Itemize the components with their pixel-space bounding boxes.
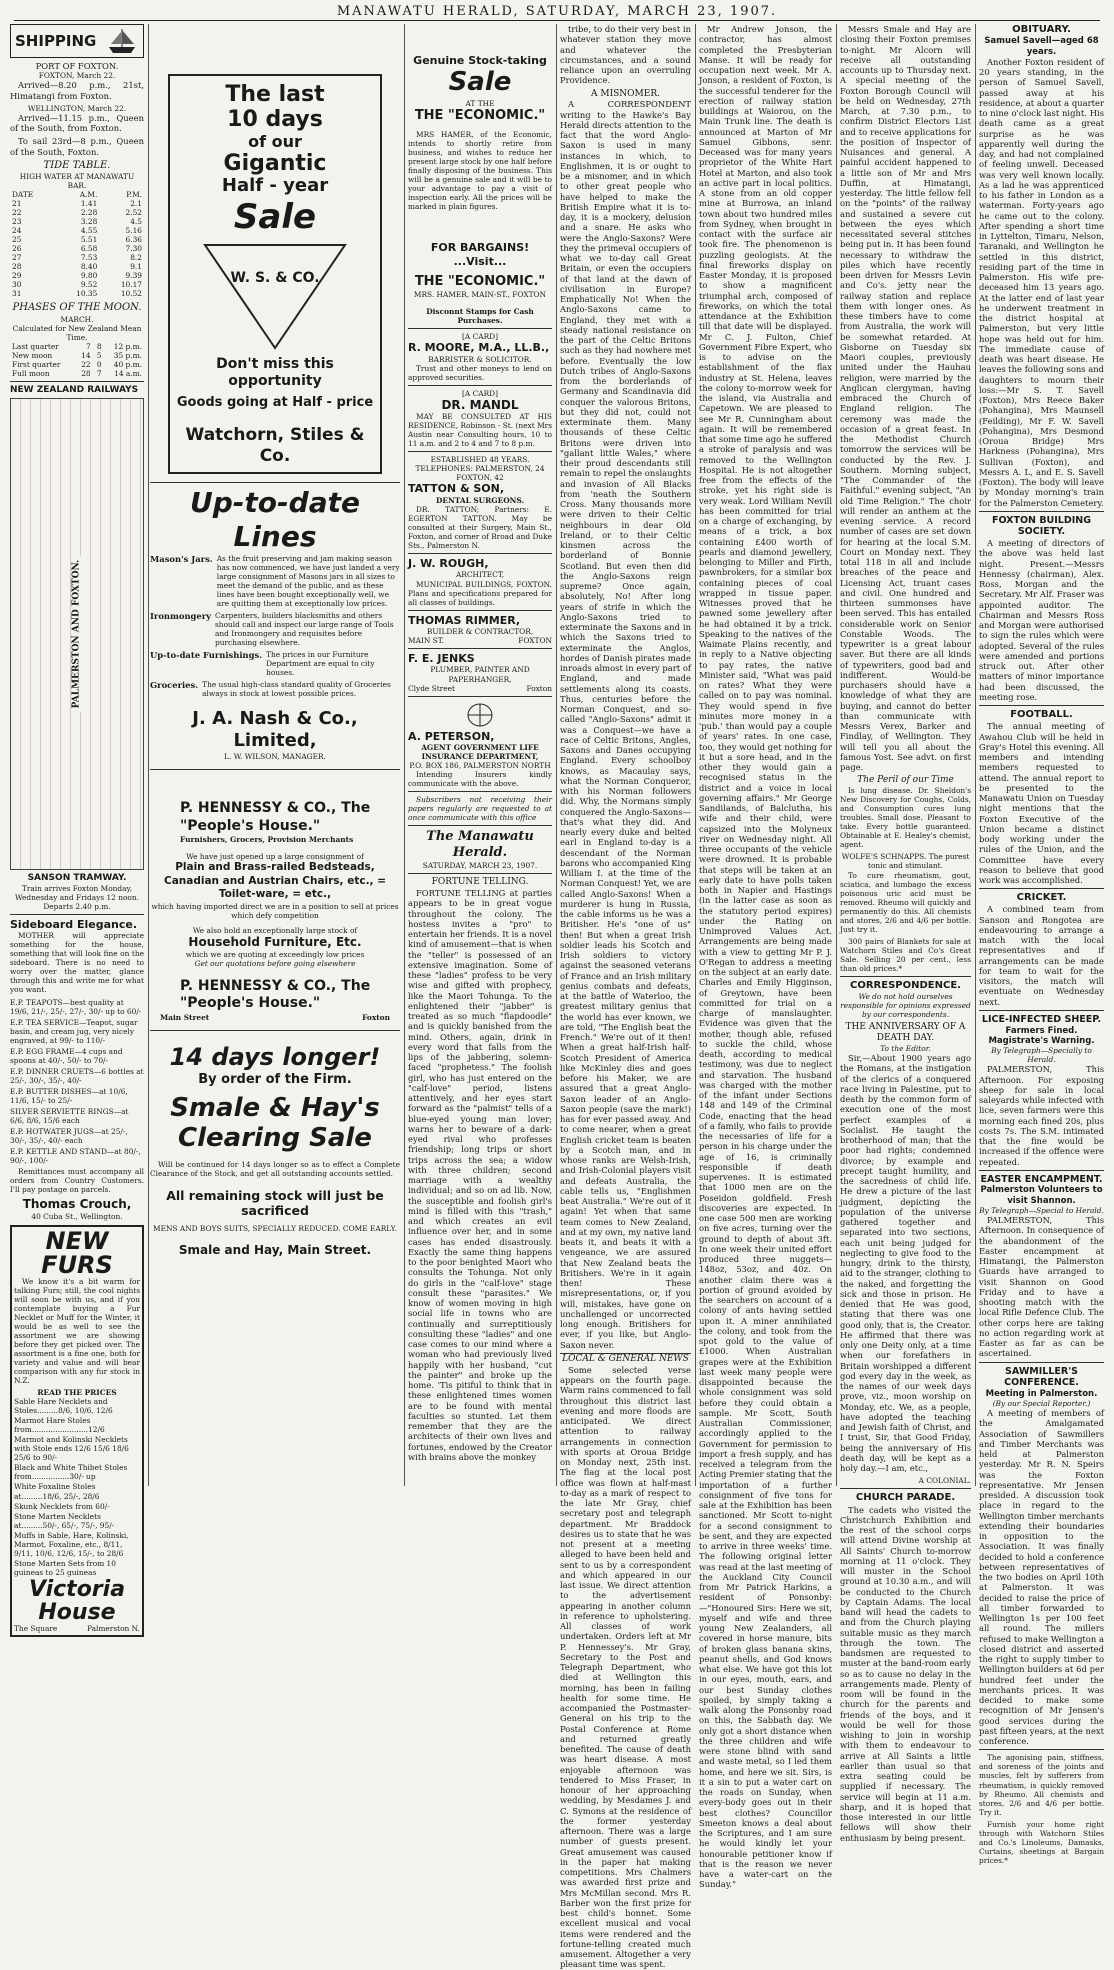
furs-text: We know it's a bit warm for talking Furs; still, the cool nights will soon be with us, and if you contemplate buying a Fur Necklet or Muff for the Winter, it would be as well to see the assortment we are showing before they get picked over. The assortment is a fine one, both for variety and value and will bear comparison with any fur stock in N.Z. <box>14 1276 140 1386</box>
shipping-entry: To sail 23rd—8 p.m., Queen of the South, Foxton. <box>10 136 144 157</box>
furs-title: NEW FURS <box>41 1226 113 1279</box>
table-cell: 8.2 <box>130 253 142 263</box>
furs-list <box>14 1397 140 1577</box>
port-heading: PORT OF FOXTON. <box>35 61 119 71</box>
correspondence-heading: CORRESPONDENCE. <box>850 979 961 991</box>
jenks-name: F. E. JENKS <box>408 652 475 666</box>
table-cell: 7 <box>85 341 91 351</box>
wolfe-text: WOLFE'S SCHNAPPS. The purest tonic and stimulant. <box>841 852 970 871</box>
table-row <box>10 226 144 235</box>
hamer-text: MRS HAMER, of the Economic, intends to shortly retire from business, and wishes to reduce her present large stock by one half before finally disposing of the business. This will be a genuine sale and it will be to your advantage to pay a visit of inspection early. All the prices will be marked in plain figures. <box>408 130 552 212</box>
list-item: E.P. TEA SERVICE—Teapot, sugar basin, and cream jug, very nicely engraved, at 99/- to 110/- <box>10 1017 138 1045</box>
ad-line: Gigantic <box>223 150 327 176</box>
victoria-address <box>14 1624 140 1633</box>
table-cell: 5.51 <box>80 235 98 245</box>
column-2 <box>150 24 400 1486</box>
table-cell: 6.36 <box>125 235 142 245</box>
column-divider <box>975 24 976 1486</box>
triangle-text: W. S. & CO. <box>230 269 320 286</box>
ad-line: Half - year <box>221 175 329 197</box>
mandl-text: MAY BE CONSULTED AT HIS RESIDENCE, Robinson - St. (next Mrs Austin near Consulting hours, 10 to 11 a.m. and 2 to 4 and 7 to 8 p.m. <box>408 412 552 449</box>
table-cell: 14 <box>81 350 91 360</box>
moon-month: MARCH. <box>60 314 94 324</box>
section-label: Mason's Jars. <box>150 553 213 564</box>
smale-title: Smale & Hay's Clearing Sale <box>170 1092 380 1153</box>
ironmongery-section <box>150 611 400 647</box>
crouch-name: Thomas Crouch, <box>22 1197 132 1212</box>
lice-sub: Farmers Fined. <box>1005 1025 1078 1036</box>
column-1 <box>10 24 144 1633</box>
tatton-text: DR. TATTON; Partners: E. EGERTON TATTON. May be consulted at their Surgery, Main St., Foxton, and corner of Broad and Duke Sts., Palmerston N. <box>408 504 552 551</box>
by-order: By order of the Firm. <box>198 1072 352 1088</box>
table-cell: 9.1 <box>130 262 142 272</box>
table-cell: 10.17 <box>120 280 142 290</box>
rheumo-text: The agonising pain, stiffness, and soreness of the joints and muscles, felt by sufferers from rheumatism, is quickly removed by Rheumo. All chemists and stores, 2/6 and 4/6 per bottle. Try it. <box>979 1753 1104 1817</box>
table-cell: 31 <box>12 289 22 299</box>
groceries-section <box>150 680 400 698</box>
list-item: Muffs in Sable, Hare, Kolinski, Marmot, Foxaline, etc., 8/11, 9/11, 10/6, 12/6, 15/-, to 28/6 <box>14 1530 129 1558</box>
rough-name: J. W. ROUGH, <box>408 557 489 571</box>
masons-section <box>150 554 400 608</box>
remaining-stock: All remaining stock will just be sacrificed <box>166 1187 384 1219</box>
uptodate-title: Up-to-date Lines <box>190 486 360 554</box>
card-label: [A CARD] <box>462 388 498 398</box>
magistrate-heading: Magistrate's Warning. <box>988 1035 1095 1046</box>
address-right: Foxton <box>526 683 552 693</box>
table-cell: 1.41 <box>80 199 98 209</box>
sawmillers-heading: SAWMILLER'S CONFERENCE. <box>1004 1365 1079 1389</box>
masthead: MANAWATU HERALD, SATURDAY, MARCH 23, 1907. <box>336 4 778 19</box>
correspondence-note: We do not hold ourselves responsible for opinions expressed by our correspondents. <box>840 992 971 1020</box>
moon-subtitle: Calculated for New Zealand Mean Time. <box>12 323 142 342</box>
tide-table <box>10 190 144 298</box>
rimmer-address <box>408 636 552 645</box>
ship-icon <box>105 27 139 55</box>
church-heading: CHURCH PARADE. <box>855 1492 956 1504</box>
fortune-text: FORTUNE TELLING at parties appears to be in great vogue throughout the colony. The hostess invites a "pro" to entertain her friends. It is a novel kind of amusement—that is when the "teller" is possessed of an extensive imagination. Some of these "ladies" profess to be very wise and gifted with prophecy, like the Maori Tohunga. To the enlightened their "jabber" is treated as so much "flapdoodle" and is quickly banished from the mind. Others, again, drink in every word that falls from the lips of the jabbering, solemn-faced "prophetess." The foolish girl, who has just entered on the "calf-love" period, listens attentively, and her eyes start forward as the "palmist" tells of a blue-eyed young man lover; warns her to beware of a dark-eyed rival who professes friendship; long trips or short trips across the sea; a widow with three children; second marriage with a wealthy individual; and so on ad lib. Now, the susceptible and foolish girl's mind is filled with this "trash," and which creates an evil influence over her, and in some cases has ended disastrously. Exactly the same thing happens to the poor benighted Maori who consults the Tohunga. Not only do girls in the "calf-love" stage consult these "parasites." We know of women moving in high social life in towns who are continually and surreptitiously consulting these "ladies" and one case comes to our mind where a woman who had previously lived happily with her husband, "cut the painter" and broke up the home. 'Tis pitiful to think that in these enlightened times women are to be found with mental faculties so stunted. Let them remember that they are the architects of their own lives and fortunes, endowed by the Creator with brains above the monkey <box>408 888 552 1462</box>
jenks-sub: PLUMBER, PAINTER AND PAPERHANGER, <box>430 665 530 684</box>
table-cell: 26 <box>12 244 22 254</box>
nash-manager: L. W. WILSON, MANAGER. <box>224 751 326 761</box>
moore-sub: BARRISTER & SOLICITOR. <box>428 354 532 364</box>
misnomer-text: A CORRESPONDENT writing to the Hawke's Bay Herald directs attention to the fact that the word Anglo-Saxon is used in many instances in which, to Englishmen, it is or ought to be a misnomer, and in which to other great people who have helped to make the British Empire what it is to-day, it is a mockery, delusion and a snare. He asks who were the Anglo-Saxons? Were they the primeval occupiers of what we to-day call Great Britain, or even the occupiers of that land at the dawn of civilisation in Europe? Emphatically No! When the Anglo-Saxons came to England, they met with a steady national resistance on the part of the Celtic Britons such as they had nowhere met before. Eventually the low Dutch tribes of Anglo-Saxons from the borderlands of Germany and Scandinavia did conquer the valorous Britons, but they did not, could not exterminate them. Many thousands of these Celtic Britons were driven into "gallant little Wales," where their proud descendants still remain to repel the onslaughts and invasion of All Blacks from 'neath the Southern Cross. Many thousands more were driven to their Celtic neighbours in dear Old Ireland, or to their Celtic kinsmen across the borderland of Bonnie Scotland. But even then did the Anglo-Saxons reign supreme? Once again, absolutely, No! After long years of strife in which the Anglo-Saxons tried to exterminate the Saxons and in which the Saxons tried to exterminate the Anglos, hordes of Danish pirates made inroads almost in every part of England, and made settlements along its coasts. Thus, centuries before the Norman Conquest, and so-called "Anglo-Saxons" admit it was a Conquest—we have a race of Celtic Britons, Angles, Saxons and Danes occupying England. Every schoolboy knows, as Macaulay says, what the Norman Conqueror, with his Norman followers did. Why, the Normans simply conquered the Anglo-Saxons—that's what they did. And nearly every duke and belted earl in England to-day is a descendant of the Norman barons who accompanied King William I. at the time of the Norman Conquest! Yet, we are called Anglo-Saxons! When a murderer is hung in Russia, the cable informs us he was a Britisher. He's "one of us" then! But when a great Irish soldier leads his Scotch and Irish soldiers to victory against the seasoned veterans of France and an Irish military genius combats and defeats, at the battle of Waterloo, the greatest military genius that the world has ever known, we are told, "The English beat the French." We're out of it then! When a great half-Irish half-Scotch President of America like McKinley dies and goes before his Maker, we are assured that a great Anglo-Saxon leader of an Anglo-Saxon people (save the mark!) has for ever passed away. And to come nearer, when a great English cricket team is beaten by a Scotch man, and in whose ranks are Welsh-Irish, and Irish-Colonial players visit and defeats Australia, the cable tells us, "Englishmen beat Australia." We're out of it again! Yet when that same team comes to New Zealand, and at my own, my native land beats it, and beats it with a vengeance, we are assured that New Zealand beats the Britishers. We're in it again then! These misrepresentations, or, if you will, mistakes, have gone on unchallenged or uncorrected long enough. Britishers for ever, if you like, but Anglo-Saxon never. <box>560 99 691 1350</box>
table-row <box>10 208 144 217</box>
list-item: SILVER SERVIETTE RINGS—at 6/6, 8/6, 15/6 each <box>10 1106 129 1125</box>
hennessy-bold: Household Furniture, Etc. <box>188 935 362 950</box>
established: ESTABLISHED 48 YEARS. <box>430 455 530 465</box>
table-cell: 7.53 <box>80 253 98 263</box>
discount-stamps: Disconnt Stamps for Cash Purchases. <box>426 307 534 326</box>
church-text: The cadets who visited the Christchurch Exhibition and the rest of the school corps will attend Divine worship at All Saints' Church to-morrow morning at 11 o'clock. They will muster in the School ground at 10.30 a.m., and will be conducted to the Church by Captain Adams. The local band will head the cadets to and from the Church playing suitable music as they march through the town. The bandsmen are requested to muster at the band-room early so as to cause no delay in the arrangements made. Plenty of room will be found in the church for the parents and friends of the boys, and it would be well for those wishing to join in worship with them to endeavour to arrive at All Saints a little earlier than usual so that extra seating could be supplied if necessary. The service will begin at 11 a.m. sharp, and it is hoped that those interested in our little fellows will show their enthusiasm by being present. <box>840 1504 971 1843</box>
table-row <box>10 342 144 351</box>
peterson-address: P.O. BOX 186, PALMERSTON NORTH <box>409 761 551 771</box>
table-row <box>10 351 144 360</box>
furnishings-section <box>150 650 400 677</box>
football-text: The annual meeting of Awahou Club will be held in Gray's Hotel this evening. All members and intending members requested to attend. The annual report to be presented to the Manawatu Union on Tuesday night mentions that the Foxton Executive of the Union became a distinct body working under the rules of the Union, and the Committee have every reason to believe that good work was accomplished. <box>979 721 1104 885</box>
peterson-text: Intending Insurers kindly communicate with the above. <box>408 770 552 789</box>
peterson-sub: AGENT GOVERNMENT LIFE INSURANCE DEPARTMENT, <box>421 743 539 762</box>
sanson-text: Train arrives Foxton Monday, Wednesday and Fridays 12 noon. Departs 2.40 p.m. <box>15 883 139 911</box>
sideboard-text: MOTHER will appreciate something for the house, something that will look fine on the sideboard. There is no need to worry over the matter, glance through this and write me for what you want. <box>10 931 144 995</box>
hamer-address: MRS. HAMER, MAIN-ST., FOXTON <box>413 289 547 299</box>
list-item: Skunk Necklets from 60/- <box>14 1501 110 1511</box>
tatton-name: TATTON & SON, <box>408 482 505 496</box>
ad-line: 10 days <box>227 107 323 133</box>
furs-ad <box>10 1225 144 1637</box>
building-society-text: A meeting of directors of the above was held last night. Present.—Messrs Hennessy (chairman), Alex. Ross, Morgan and the Secretary. Mr Alf. Fraser was appointed auditor. The Chairman and Messrs Ross and Morgan were authorised to sign the rules which were adopted. Several of the rules were amended and portions struck out. After other matters of minor importance had been discussed, the meeting rose. <box>979 538 1104 702</box>
victoria-house: Victoria House <box>28 1576 126 1625</box>
column-divider <box>695 24 696 1486</box>
easter-sub: Palmerston Volunteers to visit Shannon. <box>980 1185 1103 1206</box>
rimmer-name: THOMAS RIMMER, <box>408 613 521 627</box>
hennessy-text: which having imported direct we are in a position to sell at prices which defy competition <box>151 902 399 921</box>
to-editor: To the Editor. <box>880 1044 931 1054</box>
cricket-text: A combined team from Sanson and Rongotea are endeavouring to arrange a match with the local representatives and if arrangements can be made for team to wait for the visitors, the match will eventuate on Wednesday next. <box>979 904 1104 1007</box>
table-row <box>10 253 144 262</box>
tide-title: TIDE TABLE. <box>43 159 111 171</box>
table-cell: Last quarter <box>12 341 59 351</box>
table-cell: 30 <box>12 280 22 290</box>
list-item: E.P. TEAPOTS—best quality at 19/6, 21/-, 25/-, 27/-, 30/- up to 60/- <box>10 997 142 1016</box>
hennessy-title: P. HENNESSY & CO., The "People's House." <box>180 800 371 834</box>
hennessy-text: We also hold an exceptionally large stock of <box>192 926 358 936</box>
table-cell: 40 p.m. <box>113 359 142 369</box>
reporter-note: (By our Special Reporter.) <box>992 1399 1091 1409</box>
address-left: The Square <box>14 1623 58 1633</box>
table-cell: First quarter <box>12 359 61 369</box>
table-cell: 5.16 <box>125 226 142 236</box>
table-cell: 10.52 <box>120 289 142 299</box>
rheum-text: To cure rheumatism, gout, sciatica, and lumbago the excess poisonous uric acid must be removed. Rheumo will quickly and permanently do this. All chemists and stores, 2/6 and 4/6 per bottle. Just try it. <box>840 870 971 934</box>
table-cell: 4.5 <box>130 217 142 227</box>
list-item: Stone Marten Necklets at.........50/-, 65/-, 75/-, 95/- <box>14 1511 115 1530</box>
furnish-text: Furnish your home right through with Watchorn Stiles and Co.'s Linoleums, Damasks, Curtains, sheetings at Bargain prices.* <box>979 1819 1104 1865</box>
hennessy-address <box>150 1013 400 1022</box>
address-left: Clyde Street <box>408 683 455 693</box>
crouch-address: 40 Cuba St., Wellington. <box>31 1211 123 1221</box>
section-label: Groceries. <box>150 680 199 691</box>
peterson-name: A. PETERSON, <box>408 729 495 743</box>
table-cell: 9.39 <box>125 271 142 281</box>
address-left: MAIN ST. <box>408 636 444 646</box>
sideboard-title: Sideboard Elegance. <box>10 917 138 931</box>
herald-title: The Manawatu Herald. <box>426 829 534 861</box>
table-row <box>10 271 144 280</box>
economic-title: THE "ECONOMIC." <box>414 108 546 124</box>
mens-suits: MENS AND BOYS SUITS, SPECIALLY REDUCED. COME EARLY. <box>153 1224 397 1234</box>
sale-title: Sale <box>448 67 512 98</box>
card-label: [A CARD] <box>462 332 498 342</box>
table-cell: 0 <box>96 359 102 369</box>
table-row <box>10 262 144 271</box>
remittance-note: Remittances must accompany all orders from Country Customers. I'll pay postage on parcels. <box>10 1167 144 1195</box>
column-4 <box>560 24 691 1970</box>
table-cell: 9.80 <box>80 271 98 281</box>
list-item: E.P. KETTLE AND STAND—at 80/-, 90/-, 100/- <box>10 1146 141 1165</box>
subscribers-note: Subscribers not receiving their papers regularly are requested to at once communicate with this office <box>408 795 552 823</box>
jenks-address <box>408 684 552 693</box>
shipping-entry: Arrived—11.15 p.m., Queen of the South, from Foxton. <box>10 112 144 134</box>
building-society-heading: FOXTON BUILDING SOCIETY. <box>991 514 1092 538</box>
table-cell: 25 <box>12 235 22 245</box>
table-row <box>10 217 144 226</box>
shipping-banner <box>10 24 144 58</box>
table-header: DATE <box>12 190 34 200</box>
table-cell: 24 <box>12 226 22 236</box>
dateline: FOXTON, March 22. <box>38 71 116 81</box>
table-cell: 22 <box>81 359 91 369</box>
column-divider <box>148 24 149 1486</box>
column-divider <box>556 24 557 1486</box>
rough-text: MUNICIPAL BUILDINGS, FOXTON. Plans and specifications prepared for all classes of buildings. <box>408 579 552 607</box>
coat-of-arms-icon <box>408 700 552 730</box>
table-cell: 29 <box>12 271 22 281</box>
smale-text: Will be continued for 14 days longer so as to effect a Complete Clearance of the Stock, and get all outstanding accounts settled. <box>150 1159 400 1178</box>
misnomer-heading: A MISNOMER. <box>591 88 660 99</box>
table-cell: 5 <box>96 350 102 360</box>
column-3 <box>408 24 552 1486</box>
watchorn-stiles: Watchorn, Stiles & Co. <box>185 424 365 466</box>
table-cell: New moon <box>12 350 53 360</box>
address-left: Main Street <box>160 1012 210 1022</box>
sale-heading: Sale <box>233 196 317 237</box>
table-cell: 12 p.m. <box>113 341 142 351</box>
hennessy-text: which we are quoting at exceedingly low prices <box>185 949 365 959</box>
easter-heading: EASTER ENCAMPMENT. <box>980 1173 1103 1185</box>
tide-subtitle: HIGH WATER AT MANAWATU BAR. <box>19 172 135 191</box>
section-label: Up-to-date Furnishings. <box>150 649 263 660</box>
table-cell: 7 <box>96 368 102 378</box>
table-row <box>10 235 144 244</box>
hennessy-title-2: P. HENNESSY & CO., The "People's House." <box>180 977 371 1012</box>
table-cell: 9.52 <box>80 280 98 290</box>
section-label: Ironmongery <box>150 610 212 621</box>
telegraph-note: By Telegraph—Specially to Herald. <box>991 1046 1092 1065</box>
table-cell: 22 <box>12 208 22 218</box>
table-cell: 6.58 <box>80 244 98 254</box>
table-cell: 21 <box>12 199 22 209</box>
news-text: Mr Andrew Jonson, the contractor, has almost completed the Presbyterian Manse. It will be ready for occupation next week. Mr A. Jonson, a resident of Foxton, is the successful tenderer for the erection of railway station buildings at Waiorou, on the Main Trunk line. The death is announced at Marton of Mr Samuel Gibbons, senr. Deceased was for many years proprietor of the White Hart Hotel at Marton, and also took an active part in local politics. A stone from an old copper mine at Burrowa, an inland town about two hundred miles from Sydney, when brought in contact with the surface air took fire. The phenomenon is puzzling geologists. At the final fireworks display on Easter Monday, it is proposed to show a magnificent triumphal arch, composed of fireworks, on which the total attendance at the Exhibition till that date will be displayed. Mr C. J. Fulton, Chief Government Fibre Expert, who is to advise on the establishment of the flax industry at St. Helena, leaves the colony to-morrow week for the island, via Australia and Capetown. We are pleased to see Mr R. Cunningham about again. It will be remembered that some time ago he suffered a stroke of paralysis and was removed to the Wellington Hospital. He is not altogether free from the effects of the stroke, yet his right side is very weak. Lord William Nevill has been committed for trial on a charge of exchanging, by means of a trick, a box containing £400 worth of pearls and diamond jewellery, belonging to Miller and Firth, pawnbrokers, for a similar box containing pieces of coal wrapped in tissue paper. Witnesses proved that he pawned some jewellery after he had obtained it by a trick. Speaking to the natives of the Waimate Plains recently, and in reply to a Native objecting to pay rates, the native Minister said, "What was paid on rates? What they were called on to pay was nominal. They would spend in five minutes more money in a 'pub.' than would pay a couple of years' rates. In one case, too, they would get nothing for it but a sore head, and in the other they would gain a recognised status in the district and a voice in local governing affairs." Mr George Sandilands, of Balclutha, his wife and their child, were capsized into the Molyneux river on Wednesday night. All three occupants of the vehicle were drowned. It is probable that steps will be taken at an early date to have polls taken both in Napier and Hastings (in the latter case as soon as the statutory period expires) under the Rating on Unimproved Values Act. Arrangements are being made with a view to getting Mr P. J. O'Regan to address a meeting on the subject at an early date. Charles and Emily Higginson, of Greytown, have been committed for trial on a charge of manslaughter. Evidence was given that the mother, though able, refused to suckle the child, whose death, according to medical testimony, was due to neglect and starvation. The husband was charged with the mother of the infant under Sections 148 and 149 of the Criminal Code, enacting that the head of a family, who fails to provide the necessaries of life for a person in his charge under the age of 16, is criminally responsible if death supervenes. It is estimated that 1000 men are on the Poseidon goldfield. Fresh discoveries are expected. In one case 500 men are working on five acres, turning over the ground to depth of about 3ft. In one week their united effort produced three nuggets—148oz, 53oz, and 40z. On another claim there was a portion of ground avoided by the searchers on account of a colony of ants having settled upon it. A miner annihilated the colony, and took from the spot gold to the value of £1000. When Australian grapes were at the Exhibition last week many people were disappointed because the whole consignment was sold before they could obtain a sample. Mr Scott, South Australian Commissioner, accordingly applied to the Government for permission to import a fresh supply, and has received a telegram from the Acting Premier stating that the importation of a further consignment of five tons for sale at the Exhibition has been sanctioned. Mr Scott to-night for a second consignment to be sent, and they are expected to arrive in three weeks' time. The following original letter was read at the last meeting of the Auckland City Council from Mr Patrick Harkins, a resident of Ponsonby:—"Honoured Sirs: Here we sit, myself and wife and three young New Zealanders, all covered in horse manure, bits of broken glass banana skins, peanut shells, and God knows what else. We have got this lot in our eyes, mouth, ears, and our best Sunday clothes spoiled, by simply taking a walk along the Ponsonby road on this, the Sabbath day. We only got a short distance when the three children and wife were stone blind with sand and waste metal, so I led them home, and here we sit. Sirs, is it a sin to put a water cart on the roads on Sunday, when every-body goes out in their best clothes? Councillor Smeeton knows a deal about the Scriptures, and I am sure he would kindly let your honourable petitioner know if that is the reason we never have a water-cart on the Sunday." <box>699 24 832 1890</box>
section-text: The prices in our Furniture Department are equal to city houses. <box>266 649 375 677</box>
list-item: E.P. DINNER CRUETS—6 bottles at 25/-, 30/-, 35/-, 40/- <box>10 1066 144 1085</box>
list-item: Marmot Hare Stoles from........................12/6 <box>14 1416 105 1435</box>
easter-text: PALMERSTON, This Afternoon. In consequence of the abandonment of the Easter encampment at Himatangi, the Palmerston Guards have arranged to visit Shannon on Good Friday and to have a shooting match with the local Rifle Defence Club. The other corps here are taking no action regarding work at Easter as far as can be ascertained. <box>979 1215 1104 1359</box>
address-right: FOXTON <box>518 636 552 646</box>
table-cell: 28 <box>12 262 22 272</box>
table-cell: 2.52 <box>125 208 142 218</box>
lice-heading: LICE-INFECTED SHEEP. <box>981 1013 1102 1025</box>
sawmillers-sub: Meeting in Palmerston. <box>985 1388 1098 1399</box>
anniversary-heading: THE ANNIVERSARY OF A DEATH DAY. <box>845 1022 966 1044</box>
table-cell: 35 p.m. <box>113 350 142 360</box>
table-cell: 3.28 <box>80 217 98 227</box>
table-cell: 2.28 <box>80 208 98 218</box>
triangle-logo <box>200 242 350 352</box>
table-row <box>10 369 144 378</box>
address-right: Palmerston N. <box>87 1623 140 1633</box>
table-row <box>10 289 144 298</box>
table-header: P.M. <box>126 190 142 200</box>
section-text: As the fruit preserving and jam making season has now commenced, we have just landed a very large consignment of Masons jars in all sizes to meet the demand of the public, and as these lines have been bought exceptionally well, we are quitting them at exceptionally low prices. <box>216 553 400 608</box>
anniversary-text: Sir,—About 1900 years ago the Romans, at the instigation of the clerics of a conquered race living in Palestine, put to death by the common form of execution one of the most perfect examples of a Socialist. He taught the brotherhood of man; that the poor had rights; condemned divorce; by example and precept taught humility, and the sacredness of child life. He drew a picture of the last judgment, depicting the population of the universe gathered together and separated into two sections, each unit being judged for neglecting to give food to the hungry, drink to the thirsty, aid to the stranger, clothing to the naked, and forgetting the sick and those in prison. He denied that He was good, stating that there was one good only, that is, the Creator. He affirmed that there was only one Deity only, at a time when our forefathers in Britain worshipped a different god every day in the week, as the names of our week days prove, viz., moon worship on Monday, etc. We, as a people, have adopted the teaching and Jewish faith of Christ, and I trust, Sir, that Good Friday, being the anniversary of His death day, will be kept as a holy day.—I am, etc., <box>840 1053 971 1474</box>
rimmer-sub: BUILDER & CONTRACTOR, <box>426 627 534 636</box>
list-item: E.P. BUTTER DISHES—at 10/6, 11/6, 15/- to 25/- <box>10 1086 128 1105</box>
football-heading: FOOTBALL. <box>1010 709 1073 721</box>
mandl-name: DR. MANDL <box>441 397 519 412</box>
railways-title: NEW ZEALAND RAILWAYS <box>10 384 139 395</box>
obituary-text: Another Foxton resident of 20 years standing, in the person of Samuel Savell, passed away at his residence, at about a quarter to nine o'clock last night. His death came as a great surprise as he was apparently well during the day, and had not complained of feeling unwell. Deceased was very well known locally. As a lad he was apprenticed to his father in London as a waterman. Forty-years ago he came out to the colony. After spending a short time in Lyttelton, Timaru, Nelson, Taranaki, and Wellington he settled in this district, residing part of the time in Palmerston. His wife pre-deceased him 13 years ago. At the latter end of last year he underwent treatment in the district hospital at Palmerston, but very little hope was held out for him. The immediate cause of death was heart disease. He leaves the following sons and daughters to mourn their loss:—Mr S. T. Savell (Foxton), Mrs Reece Baker (Pohangina), Mrs Maunsell (Feilding), Mr F. W. Savell (Pohangina), Mrs Desmond (Oroua Bridge) Mrs Harkness (Pohangina), Mrs Sullivan (Foxton), and Messrs A. L, and E. S. Savell (Foxton). The body will leave by Monday morning's train for the Palmerston Cemetery. <box>979 56 1104 508</box>
shipping-title: SHIPPING <box>15 31 97 50</box>
signature: A COLONIAL. <box>918 1476 971 1486</box>
railway-timetable <box>10 398 144 870</box>
nash-title: J. A. Nash & Co., Limited, <box>192 708 358 752</box>
sanson-title: SANSON TRAMWAY. <box>27 872 127 883</box>
hennessy-text: Get our quotations before going elsewhere <box>194 958 356 968</box>
section-text: The usual high-class standard quality of Groceries always in stock at lowest possible prices. <box>202 680 391 699</box>
table-cell: 10.35 <box>76 289 98 299</box>
table-cell: 8 <box>96 341 102 351</box>
table-cell: 8.40 <box>80 262 98 272</box>
at-the: AT THE <box>465 99 495 109</box>
list-item: E.P. HOTWATER JUGS—at 25/-, 30/-, 35/-, 40/- each <box>10 1126 128 1145</box>
furs-read: READ THE PRICES <box>37 1388 117 1398</box>
cricket-heading: CRICKET. <box>1016 892 1067 904</box>
column-6 <box>840 24 971 1843</box>
table-row <box>10 244 144 253</box>
telegraph-note: By Telegraph—Special to Herald. <box>979 1206 1104 1216</box>
section-text: Carpenters, builders blacksmiths and others should call and inspect our large range of Tools and Ironmongery and requisites before purchasing elsewhere. <box>215 610 394 647</box>
column-5 <box>699 24 832 1890</box>
peril-text: Is lung disease. Dr. Sheldon's New Discovery for Coughs, Colds, and Consumption cures lung troubles. Small dose. Pleasant to take. Every bottle guaranteed. Obtainable at E. Healey's chemist, agent. <box>840 786 971 850</box>
masthead-rule <box>14 20 1100 21</box>
obituary-sub: Samuel Savell—aged 68 years. <box>984 36 1099 57</box>
peril-heading: The Peril of our Time <box>857 775 954 786</box>
shipping-entry: Arrived—8.20 p.m., 21st, Himatangi from Foxton. <box>10 80 144 101</box>
table-cell: 23 <box>12 217 22 227</box>
herald-date: SATURDAY, MARCH 23, 1907. <box>422 861 538 871</box>
telephones: TELEPHONES: PALMERSTON, 24 FOXTON, 42 <box>415 464 545 483</box>
address-right: Foxton <box>362 1012 390 1022</box>
table-cell: 7.30 <box>125 244 142 254</box>
magistrate-text: PALMERSTON, This Afternoon. For exposing sheep for sale in local saleyards while infected with lice, seven farmers were this morning each fined 20s, plus costs 7s. The S.M. intimated that the fine would be increased if the offence were repeated. <box>979 1064 1104 1167</box>
fortune-text-cont: tribe, to do their very best in whatever station they move and whatever the circumstances, and a sound reliance upon an overruling Providence. <box>560 24 691 86</box>
local-text: Some selected verse appears on the fourth page. Warm rains commenced to fall throughout this district last evening and more floods are anticipated. We direct attention to railway arrangements in connection with sports at Oroua Bridge on Monday next, 25th inst. The flag at the local post office was flown at half-mast to-day as a mark of respect to the late Mr Gray, chief secretary post and telegraph department. Mr Braddock desires us to state that he was not present at a meeting alleged to have been held and sent to us by a correspondent and which appeared in our last issue. We direct attention to the advertisement appearing in another column in reference to upholstering. All classes of work undertaken. Orders left at Mr P. Hennessey's. Mr Gray, Secretary to the Post and Telegraph Department, who died at Wellington this morning, has been in failing health for some time. He accompanied the Postmaster-General on his trip to the Postal Conference at Rome and returned greatly benefited. The cause of death was heart disease. A most enjoyable afternoon was tendered to Miss Fraser, in honour of her approaching wedding, by Mesdames J. and C. Symons at the residence of the former yesterday afternoon. There was a large number of guests present. Great amusement was caused in the paper hat making competitions. Mrs Chalmers was awarded first prize and Mrs McMillan second. Mrs R. Barber won the first prize for best child's bonnet. Some excellent musical and vocal items were rendered and the fortune-telling created much amusement. Altogether a very pleasant time was spent. <box>560 1364 691 1970</box>
fortune-heading: FORTUNE TELLING. <box>431 877 529 888</box>
news-text: Messrs Smale and Hay are closing their Foxton premises to-night. Mr Alcorn will receive all outstanding accounts up to Thursday next. A special meeting of the Foxton Borough Council will be held on Wednesday, 27th March, at 7.30 p.m., to confirm District Electors List and to receive applications for the position of Inspector of Nuisances and general. A painful accident happened to a little son of Mr and Mrs Duffin, at Himatangi, yesterday. The little fellow fell on the "points" of the railway and sustained a severe cut between the eyes which necessitated several stitches being put in. It has been found necessary to withdraw the piles which have recently been driven for Messrs Levin and Co's. jetty near the railway station and replace them with longer ones. As these timbers have to come from Australia, the work will be somewhat retarded. At Gisborne on Tuesday six Maori couples, previously united under the Hauhau religion, were married by the Anglican clergyman, having embraced the Church of England religion. The ceremony was made the occasion of a great feast. In the Methodist Church tomorrow the services will be conducted by the Rev. J. Southern. Morning subject, "The Commander of the Faithful." evening subject, "An old Time Religion." The choir will render an anthem at the evening service. A record number of cases are set down for hearing at the local S.M. Court on Monday next. They total 118 in all and include breaches of the peace and Licensing Act, truant cases and civil. One hundred and thirteen summonses have been served. This has entailed considerable work on Senior Constable Woods. The typewriter is a great labour saver. But there are all kinds of typewriters, good bad and indifferent. Would-be purchasers should have a knowledge of what they are buying, and cannot do better than communicate with Messrs Verex, Barker and Findlay, of Wellington. They will tell you all about the famous Yost. See advt. on first page. <box>840 24 971 772</box>
hennessy-sub: Furnishers, Grocers, Provision Merchants <box>180 835 354 845</box>
goods-half-price: Goods going at Half - price <box>176 395 374 411</box>
moore-text: Trust and other moneys to lend on approved securities. <box>408 363 552 382</box>
table-cell: Full moon <box>12 368 50 378</box>
column-divider <box>404 24 405 1486</box>
tatton-sub: DENTAL SURGEONS. <box>435 495 525 505</box>
moon-table <box>10 342 144 378</box>
bargains: FOR BARGAINS! ...Visit... <box>430 241 530 268</box>
blankets-text: 300 pairs of Blankets for sale at Watchorn Stiles and Co's Great Sale. Selling 20 per cent., less than old prices.* <box>840 936 971 973</box>
hennessy-bold: Plain and Brass-railed Bedsteads, Canadian and Austrian Chairs, etc., = Toilet-ware, = etc., <box>163 861 386 901</box>
timetable-side-label: PALMERSTON AND FOXTON. <box>72 556 83 711</box>
list-item: E.P. EGG FRAME—4 cups and spoons at 40/-, 50/- to 70/- <box>10 1046 123 1065</box>
economic-title-2: THE "ECONOMIC." <box>414 274 546 290</box>
list-item: Marmot and Kolinski Necklets with Stole ends 12/6 15/6 18/6 25/6 to 90/- <box>14 1435 129 1463</box>
sawmillers-text: A meeting of members of the Amalgamated Association of Sawmillers and Timber Merchants was held at Palmerston yesterday. Mr R. N. Speirs was the Foxton representative. Mr Jensen presided. A discussion took place in regard to the Wellington timber merchants extending their boundaries in opposition to the Association. It was finally decided to hold a conference between representatives of the two bodies on April 10th at Palmerston. It was decided to raise the price of all timber forwarded to Wellington 1s per 100 feet all round. The millers refused to make Wellington a closed district and asserted the right to supply timber to Wellington builders at 6d per hundred feet under the merchants prices. It was decided to make some recognition of Mr Jensen's good services during the past fifteen years, at the next conference. <box>979 1408 1104 1747</box>
moon-title: PHASES OF THE MOON. <box>12 302 142 314</box>
rough-sub: ARCHITECT, <box>455 570 505 580</box>
obituary-heading: OBITUARY. <box>1012 24 1071 35</box>
smale-address: Smale and Hay, Main Street. <box>178 1243 372 1258</box>
column-divider <box>836 24 837 1486</box>
table-header: A.M. <box>79 190 98 200</box>
list-item: White Foxaline Stoles at.........18/6, 25/-, 28/6 <box>14 1482 100 1501</box>
table-cell: 2.1 <box>130 199 142 209</box>
local-heading: LOCAL & GENERAL NEWS <box>560 1353 691 1365</box>
table-row <box>10 280 144 289</box>
list-item: Stone Marten Sets from 10 guineas to 25 guineas <box>14 1558 116 1577</box>
ad-line: of our <box>248 131 302 151</box>
ad-line: The last <box>225 82 325 107</box>
gigantic-sale-ad <box>168 74 382 474</box>
table-row <box>10 199 144 208</box>
list-item: Black and White Thibet Stoles from................30/- up <box>14 1463 128 1482</box>
table-cell: 14 a.m. <box>114 368 142 378</box>
sideboard-list <box>10 998 144 1166</box>
days14-title: 14 days longer! <box>169 1042 381 1071</box>
list-item: Sable Hare Necklets and Stoles.........8/6, 10/6, 12/6 <box>14 1397 113 1416</box>
table-row <box>10 360 144 369</box>
dont-miss: Don't miss this opportunity <box>216 355 334 389</box>
column-7 <box>979 24 1104 1865</box>
table-cell: 27 <box>12 253 22 263</box>
dateline: WELLINGTON, March 22. <box>27 103 127 113</box>
hennessy-text: We have just opened up a large consignment of <box>186 852 364 862</box>
table-cell: 28 <box>81 368 91 378</box>
genuine-title: Genuine Stock-taking <box>413 54 547 67</box>
table-cell: 4.55 <box>80 226 98 236</box>
moore-name: R. MOORE, M.A., LL.B., <box>408 341 550 355</box>
